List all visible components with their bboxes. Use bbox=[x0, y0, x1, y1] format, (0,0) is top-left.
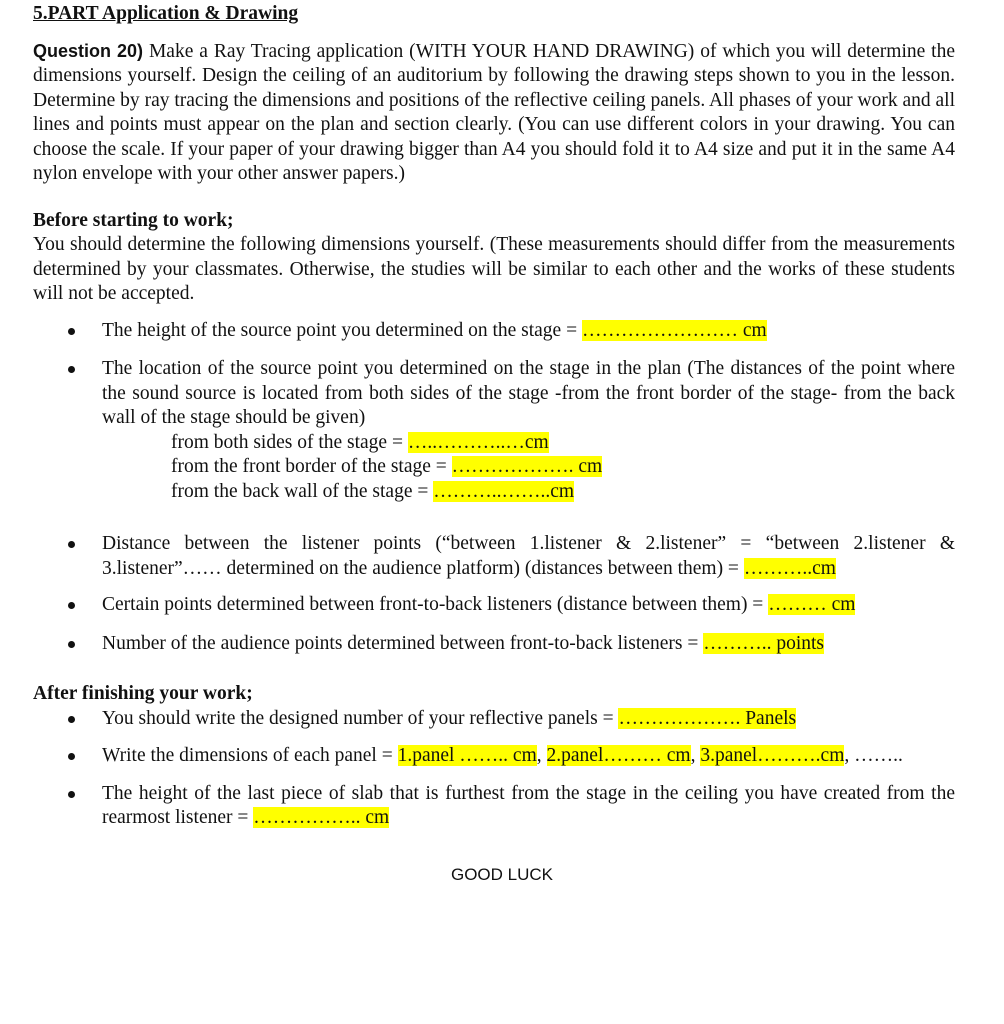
answer-blank-audience-count[interactable]: ……….. points bbox=[703, 632, 825, 654]
item-text: Write the dimensions of each panel = bbox=[102, 745, 398, 766]
item-text: from both sides of the stage = bbox=[171, 431, 408, 453]
sub-line-back bbox=[33, 480, 955, 505]
answer-blank-slab-height[interactable]: …………….. cm bbox=[253, 807, 390, 828]
good-luck-text: GOOD LUCK bbox=[450, 865, 554, 884]
list-item-slab-height bbox=[33, 782, 955, 831]
item-text: Distance between the listener points (“between 1.listener & 2.listener” = “between 2.listener & 3.listener”…… determined on the audience platform) (distances between them) = bbox=[102, 533, 955, 579]
list-item-source-location bbox=[33, 357, 955, 431]
answer-blank-front[interactable]: ………………. cm bbox=[451, 456, 603, 477]
list-item-audience-count bbox=[33, 632, 955, 657]
exam-page bbox=[33, 2, 955, 831]
answer-blank-back[interactable]: ………..……..cm bbox=[433, 480, 575, 502]
part-title: 5.PART Application & Drawing bbox=[33, 3, 299, 24]
item-text: You should write the designed number of your reflective panels = bbox=[102, 707, 619, 729]
item-text: Certain points determined between front-to-back listeners (distance between them) = bbox=[102, 594, 769, 615]
answer-blank-source-height[interactable]: …………………… cm bbox=[581, 319, 767, 341]
list-item-panel-dimensions bbox=[33, 744, 955, 769]
answer-blank-listener-distance[interactable]: ………..cm bbox=[743, 557, 836, 579]
listener-list bbox=[33, 532, 955, 656]
item-text: The height of the last piece of slab that is furthest from the stage in the ceiling you have created from the rearmost listener = bbox=[102, 782, 955, 828]
list-item-certain-points bbox=[33, 593, 955, 618]
answer-blank-sides[interactable]: …..………..…cm bbox=[407, 431, 549, 453]
list-item-listener-distance bbox=[33, 532, 955, 581]
separator: , bbox=[536, 745, 547, 766]
after-heading: After finishing your work; bbox=[33, 683, 253, 704]
list-item-panel-count bbox=[33, 707, 955, 732]
sub-line-front bbox=[33, 455, 955, 480]
item-text: The location of the source point you determined on the stage in the plan (The distances of the point where the sound source is located from both sides of the stage -from the front border of the stage- from the back wall of the stage should be given) bbox=[102, 358, 955, 428]
answer-blank-panel-count[interactable]: ………………. Panels bbox=[618, 707, 797, 729]
after-list bbox=[33, 707, 955, 831]
item-text: Number of the audience points determined between front-to-back listeners = bbox=[102, 632, 704, 654]
question-text: Make a Ray Tracing application (WITH YOUR HAND DRAWING) of which you will determine the dimensions yourself. Design the ceiling of an auditorium by following the drawing steps shown to you in the lesson. Determine by ray tracing the dimensions and positions of the reflective ceiling panels. All phases of your work and all lines and points must appear on the plan and section clearly. (You can use different colors in your drawing. You can choose the scale. If your paper of your drawing bigger than A4 you should fold it to A4 size and put it in the same A4 nylon envelope with your other answer papers.) bbox=[33, 40, 955, 184]
separator: , …….. bbox=[844, 745, 903, 766]
separator: , bbox=[690, 745, 701, 766]
before-heading: Before starting to work; bbox=[33, 209, 234, 231]
before-intro: You should determine the following dimensions yourself. (These measurements should differ from the measurements determined by your classmates. Otherwise, the studies will be similar to each other and the works of these students will not be accepted. bbox=[33, 234, 955, 304]
item-text: from the front border of the stage = bbox=[171, 456, 452, 477]
item-text: The height of the source point you determined on the stage = bbox=[102, 319, 582, 341]
sub-line-sides bbox=[33, 431, 955, 456]
question-label: Question 20) bbox=[33, 40, 144, 61]
question-paragraph bbox=[33, 39, 955, 187]
answer-blank-panel-2[interactable]: 2.panel……… cm bbox=[546, 745, 691, 766]
list-item-source-height bbox=[33, 319, 955, 344]
answer-blank-certain-points[interactable]: ……… cm bbox=[768, 594, 856, 615]
before-list bbox=[33, 319, 955, 431]
item-text: from the back wall of the stage = bbox=[171, 480, 434, 502]
answer-blank-panel-1[interactable]: 1.panel …….. cm bbox=[397, 745, 537, 766]
answer-blank-panel-3[interactable]: 3.panel……….cm bbox=[700, 745, 845, 766]
